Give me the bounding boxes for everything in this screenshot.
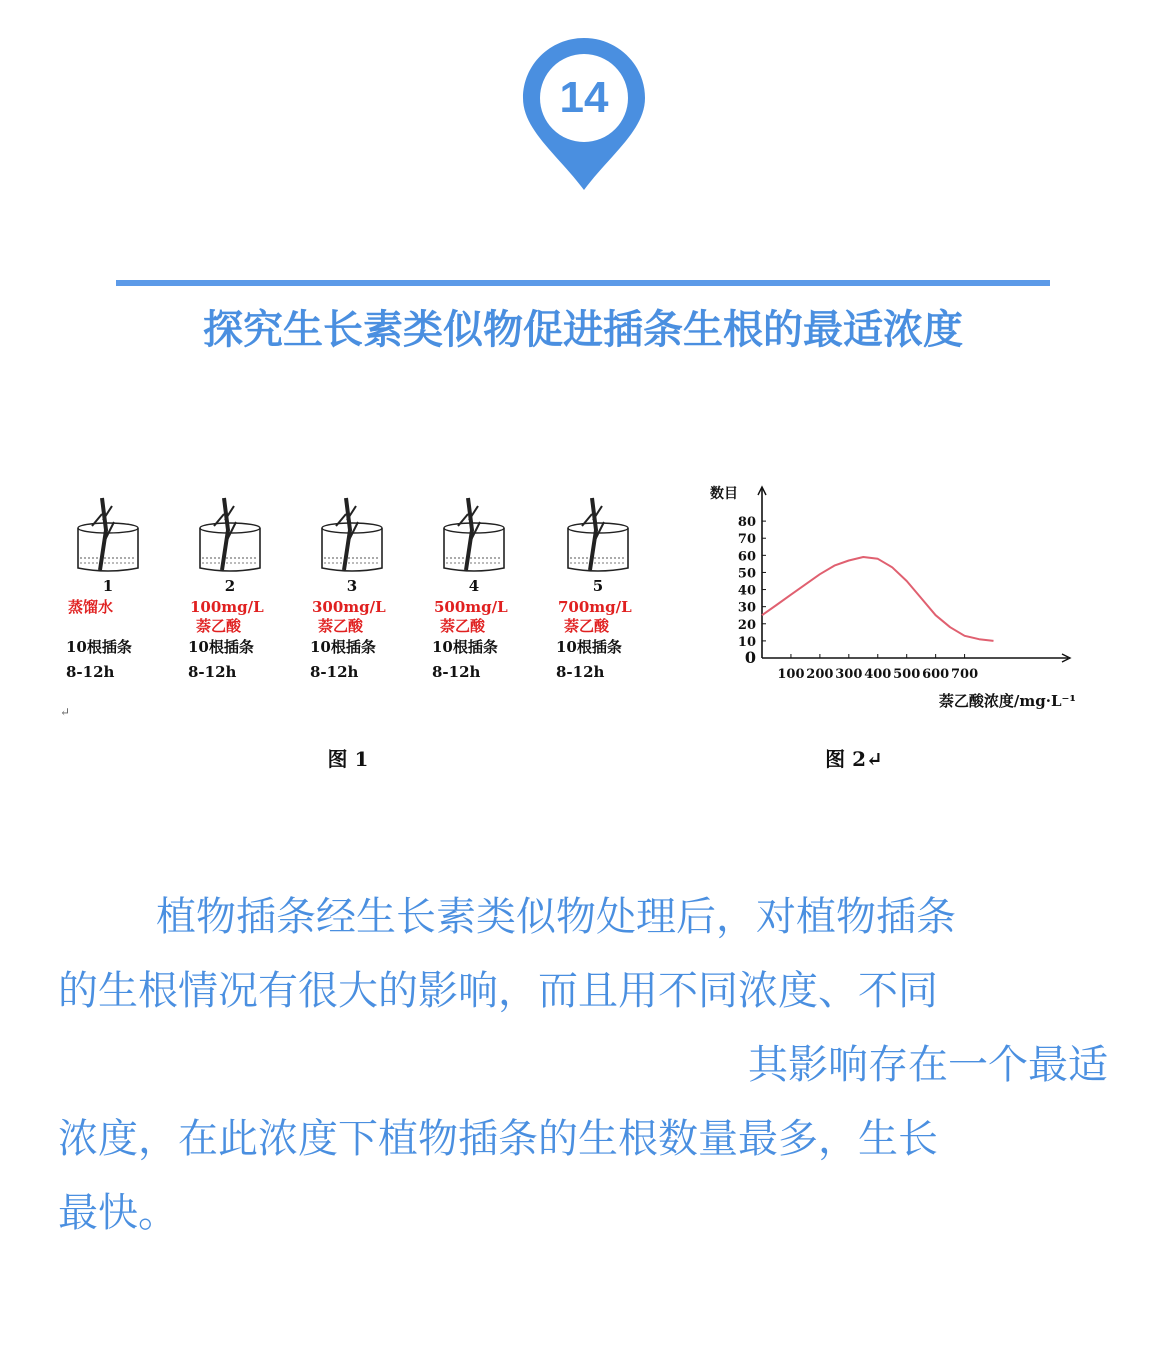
- y-tick-label: 40: [737, 583, 756, 599]
- x-tick-label: 200: [806, 667, 834, 682]
- treatment-label: 300mg/L: [312, 598, 386, 616]
- beaker-rim: [444, 523, 504, 533]
- beaker-rim: [322, 523, 382, 533]
- soak-time: 8-12h: [432, 663, 481, 681]
- paragraph-line: 植物插条经生长素类似物处理后，对植物插条: [156, 894, 956, 940]
- beaker-group: [310, 498, 386, 681]
- beaker-number: 3: [346, 577, 358, 595]
- figure1-caption: 图 1: [327, 747, 369, 771]
- cutting-icon: [466, 498, 472, 570]
- y-axis-label: 数目: [710, 486, 738, 502]
- x-tick-label: 300: [835, 667, 863, 682]
- x-tick-label: 400: [864, 667, 892, 682]
- y-tick-label: 10: [737, 634, 756, 650]
- x-tick-label: 700: [951, 667, 979, 682]
- beaker-number: 2: [224, 577, 236, 595]
- treatment-label: 萘乙酸: [440, 617, 486, 635]
- treatment-label: 100mg/L: [190, 598, 264, 616]
- treatment-label: 萘乙酸: [564, 617, 610, 635]
- paragraph-line: 最快。: [58, 1190, 178, 1236]
- beaker-group: [432, 498, 508, 681]
- treatment-label: 萘乙酸: [196, 617, 242, 635]
- beaker-number: 5: [592, 577, 604, 595]
- beaker-number: 1: [102, 577, 114, 595]
- y-tick-label: 20: [737, 617, 756, 633]
- figure2-caption: 图 2↵: [825, 747, 883, 771]
- cutting-count: 10根插条: [310, 638, 376, 656]
- step-number: 14: [559, 73, 609, 122]
- cutting-count: 10根插条: [188, 638, 254, 656]
- figure-area: [58, 470, 1118, 800]
- soak-time: 8-12h: [556, 663, 605, 681]
- cutting-icon: [590, 498, 596, 570]
- cutting-icon: [100, 498, 106, 570]
- x-axis-label: 萘乙酸浓度/mg·L⁻¹: [938, 692, 1076, 710]
- x-tick-label: 600: [922, 667, 950, 682]
- section-title: 探究生长素类似物促进插条生根的最适浓度: [203, 307, 963, 353]
- body-paragraph: [58, 880, 1108, 1250]
- paragraph-line: 的生根情况有很大的影响，而且用不同浓度、不同: [58, 968, 938, 1014]
- y-tick-label: 60: [737, 549, 756, 565]
- treatment-label: 700mg/L: [558, 598, 632, 616]
- treatment-label: 蒸馏水: [68, 598, 114, 616]
- soak-time: 8-12h: [188, 663, 237, 681]
- beaker-rim: [200, 523, 260, 533]
- beaker-group: [66, 498, 138, 681]
- y-tick-label: 80: [737, 515, 756, 531]
- cutting-icon: [222, 498, 228, 570]
- paragraph-line: 其影响存在一个最适: [748, 1042, 1108, 1088]
- beaker-group: [556, 498, 632, 681]
- y-tick-label: 30: [737, 600, 756, 616]
- cutting-count: 10根插条: [66, 638, 132, 656]
- y-tick-label: 50: [737, 566, 756, 582]
- soak-time: 8-12h: [66, 663, 115, 681]
- figure-svg: [58, 470, 1118, 800]
- beaker-rim: [568, 523, 628, 533]
- paragraph-mark: ↵: [60, 705, 71, 719]
- treatment-label: 500mg/L: [434, 598, 508, 616]
- y-tick-label: 0: [744, 648, 756, 667]
- beaker-group: [188, 498, 264, 681]
- treatment-label: 萘乙酸: [318, 617, 364, 635]
- beaker-number: 4: [468, 577, 480, 595]
- series-line: [762, 557, 994, 641]
- y-tick-label: 70: [737, 532, 756, 548]
- x-tick-label: 100: [777, 667, 805, 682]
- step-number-badge: [521, 36, 647, 192]
- soak-time: 8-12h: [310, 663, 359, 681]
- x-tick-label: 500: [893, 667, 921, 682]
- title-divider: [116, 280, 1050, 286]
- cutting-count: 10根插条: [556, 638, 622, 656]
- beaker-rim: [78, 523, 138, 533]
- paragraph-line: 浓度，在此浓度下植物插条的生根数量最多，生长: [58, 1116, 938, 1162]
- cutting-icon: [344, 498, 350, 570]
- cutting-count: 10根插条: [432, 638, 498, 656]
